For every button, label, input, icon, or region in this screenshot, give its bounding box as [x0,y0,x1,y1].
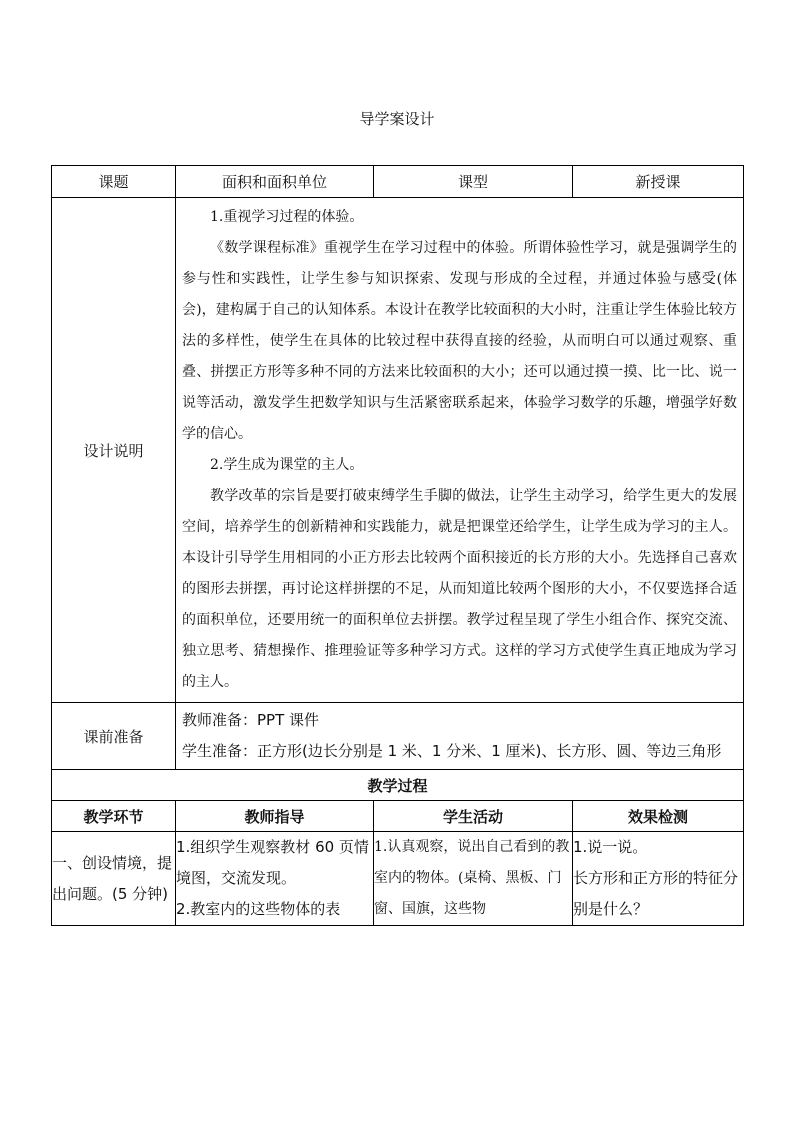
process-section-row [52,770,744,801]
teacher-prep: 教师准备：PPT 课件 [182,711,320,729]
student-activity-cell [374,832,573,926]
type-label: 课型 [374,166,573,198]
process-row [52,832,744,926]
stage-cell [52,832,176,926]
teacher-guide-item: 1.组织学生观察教材 60 页情境图，交流发现。 [176,838,369,887]
prep-label: 课前准备 [52,703,176,770]
design-paragraph: 教学改革的宗旨是要打破束缚学生手脚的做法，让学生主动学习，给学生更大的发展空间，培养学生的创新精神和实践能力，就是把课堂还给学生，让学生成为学习的主人。本设计引导学生用相同的小正方形去比较两个面积接近的长方形的大小。先选择自己喜欢的图形去拼摆，再讨论这样拼摆的不足，从而知道比较两个图形的大小，不仅要选择合适的面积单位，还要用统一的面积单位去拼摆。教学过程呈现了学生小组合作、探究交流、独立思考、猜想操作、推理验证等多种学习方式。这样的学习方式使学生真正地成为学习的主人。 [182,488,737,690]
student-activity-text: 1.认真观察，说出自己看到的教室内的物体。(桌椅、黑板、门窗、国旗，这些物 [374,839,570,917]
effect-check-item: 长方形和正方形的特征分别是什么？ [573,869,739,918]
effect-check-item: 1.说一说。 [573,838,648,856]
topic-value: 面积和面积单位 [176,166,374,198]
student-prep: 学生准备：正方形(边长分别是 1 米、1 分米、1 厘米)、长方形、圆、等边三角形 [182,742,722,760]
teacher-guide-cell [176,832,374,926]
column-header-check: 效果检测 [573,801,744,832]
design-paragraph: 1.重视学习过程的体验。 [210,209,364,225]
column-header-stage: 教学环节 [52,801,176,832]
prep-content [176,703,744,770]
process-column-headers [52,801,744,832]
type-value: 新授课 [573,166,744,198]
prep-row [52,703,744,770]
design-label: 设计说明 [52,198,176,703]
effect-check-cell [573,832,744,926]
lesson-plan-table [51,165,744,926]
design-row [52,198,744,703]
header-row [52,166,744,198]
design-paragraph: 《数学课程标准》重视学生在学习过程中的体验。所谓体验性学习，就是强调学生的参与性和实践性，让学生参与知识探索、发现与形成的全过程，并通过体验与感受(体会)，建构属于自己的认知体系。本设计在教学比较面积的大小时，注重让学生体验比较方法的多样性，使学生在具体的比较过程中获得直接的经验，从而明白可以通过观察、重叠、拼摆正方形等多种不同的方法来比较面积的大小；还可以通过摸一摸、比一比、说一说等活动，激发学生把数学知识与生活紧密联系起来，体验学习数学的乐趣，增强学好数学的信心。 [182,240,737,442]
teacher-guide-item: 2.教室内的这些物体的表 [176,900,341,918]
stage-text: 一、创设情境，提出问题。(5 分钟) [52,853,173,903]
column-header-student: 学生活动 [374,801,573,832]
design-content [176,198,744,703]
column-header-teacher: 教师指导 [176,801,374,832]
topic-label: 课题 [52,166,176,198]
process-section-title: 教学过程 [52,770,744,801]
document-title: 导学案设计 [359,110,435,128]
design-paragraph: 2.学生成为课堂的主人。 [210,457,364,473]
